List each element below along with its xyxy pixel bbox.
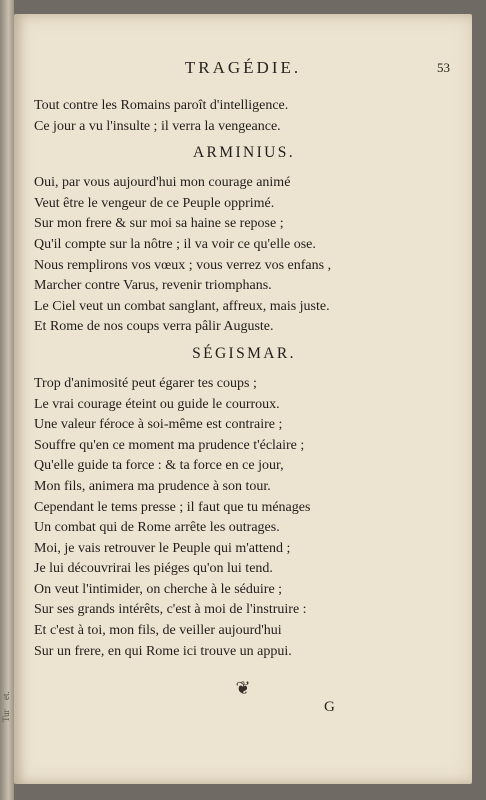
fleuron-ornament: ❦ [235,678,251,698]
verse-line: Veut être le vengeur de ce Peuple opprimé. [34,195,275,211]
running-title: TRAGÉDIE. [184,58,302,77]
verse-line: Et c'est à toi, mon fils, de veiller aujourd'hui [34,623,282,639]
verse-line: On veut l'intimider, on cherche à le séduire ; [34,581,283,597]
verse-line: Je lui découvrirai les piéges qu'on lui tend. [34,561,273,577]
left-margin-note: Tur [1,709,11,722]
verse-line: Nous remplirons vos vœux ; vous verrez vos enfans , [34,257,332,273]
verse-line: Sur ses grands intérêts, c'est à moi de l'instruire : [34,602,307,618]
verse-line: Sur un frere, en qui Rome ici trouve un appui. [34,643,292,659]
left-page-edge [0,0,14,800]
verse-line: Mon fils, animera ma prudence à son tour. [34,478,271,494]
verse-line: Le Ciel veut un combat sanglant, affreux, mais juste. [34,298,330,314]
verse-line: Le vrai courage éteint ou guide le courroux. [34,396,280,412]
speaker-heading: ARMINIUS. [192,144,296,162]
verse-line: Qu'elle guide ta force : & ta force en ce jour, [34,458,284,474]
verse-group [34,173,454,338]
left-margin-note: et. [1,691,11,700]
verse-line: Ce jour a vu l'insulte ; il verra la vengeance. [34,118,281,134]
page-number: 53 [437,60,450,75]
verse-line: Tout contre les Romains paroît d'intelligence. [34,98,289,113]
verse-line: Sur mon frere & sur moi sa haine se repose ; [34,216,284,232]
verse-line: Oui, par vous aujourd'hui mon courage animé [34,175,291,191]
verse-line: Moi, je vais retrouver le Peuple qui m'attend ; [34,540,291,556]
text-body [34,96,454,662]
verse-group [34,374,454,662]
running-head [14,58,472,80]
book-page [14,14,472,784]
verse-line: Souffre qu'en ce moment ma prudence t'éclaire ; [34,437,305,453]
speaker-heading: SÉGISMAR. [192,344,296,362]
verse-line: Et Rome de nos coups verra pâlir Auguste. [34,319,274,335]
verse-line: Trop d'animosité peut égarer tes coups ; [34,375,257,391]
verse-line: Un combat qui de Rome arrête les outrages. [34,520,280,536]
verse-line: Cependant le tems presse ; il faut que tu ménages [34,499,311,515]
verse-line: Marcher contre Varus, revenir triomphans. [34,278,272,294]
verse-group [34,96,454,137]
signature-mark: G [324,699,335,715]
verse-line: Une valeur féroce à soi-même est contraire ; [34,417,283,433]
verse-line: Qu'il compte sur la nôtre ; il va voir ce qu'elle ose. [34,236,316,252]
